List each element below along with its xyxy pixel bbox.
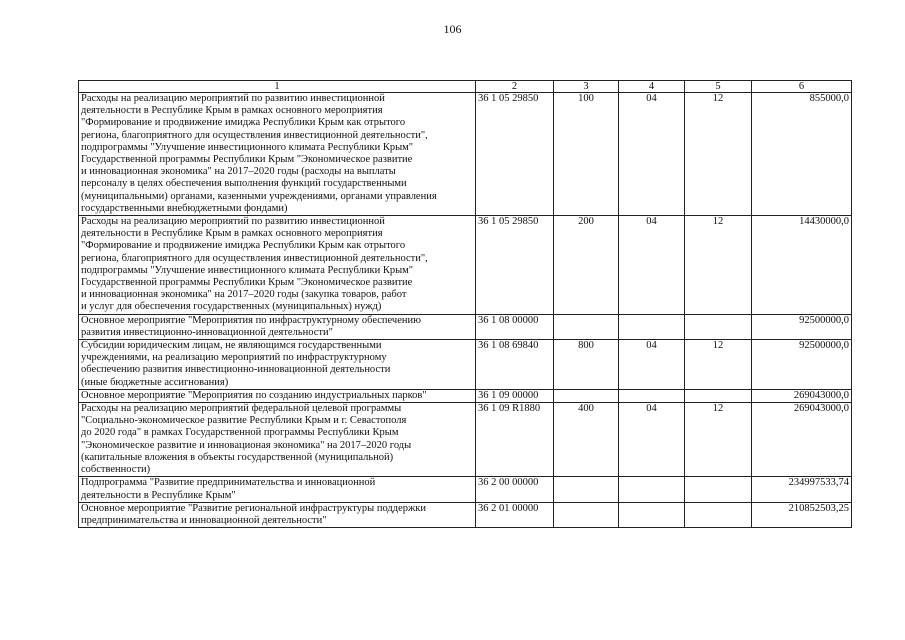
description-line: подпрограммы "Улучшение инвестиционного климата Республики Крым" xyxy=(81,141,414,153)
description-line: Субсидии юридическим лицам, не являющимся государственными xyxy=(81,340,382,352)
description-line: учреждениями, на реализацию мероприятий по инфраструктурному xyxy=(81,352,387,364)
target-article-code-cell: 36 1 08 69840 xyxy=(476,340,554,390)
table-row xyxy=(79,403,852,477)
expense-type-cell xyxy=(554,389,619,402)
table-row xyxy=(79,314,852,339)
page-number: 106 xyxy=(443,22,462,36)
description-line: Основное мероприятие "Мероприятия по инфраструктурному обеспечению xyxy=(81,314,421,326)
header-row xyxy=(79,81,852,93)
description-line: предпринимательства и инновационной деятельности" xyxy=(81,514,327,526)
subsection-cell xyxy=(685,477,752,502)
description-line: деятельности в Республике Крым в рамках основного мероприятия xyxy=(81,228,383,240)
expense-type-cell: 200 xyxy=(554,216,619,315)
table-body xyxy=(79,93,852,528)
expense-type-cell xyxy=(554,477,619,502)
description-line: Расходы на реализацию мероприятий федеральной целевой программы xyxy=(81,403,402,415)
amount-cell: 269043000,0 xyxy=(752,389,852,402)
expense-type-cell: 800 xyxy=(554,340,619,390)
section-cell xyxy=(619,389,685,402)
description-line: Расходы на реализацию мероприятий по развитию инвестиционной xyxy=(81,93,385,104)
row-description xyxy=(79,216,476,315)
column-header-1: 1 xyxy=(79,81,476,93)
expense-type-cell xyxy=(554,314,619,339)
description-line: подпрограммы "Улучшение инвестиционного климата Республики Крым" xyxy=(81,264,414,276)
row-description xyxy=(79,93,476,216)
description-line: "Формирование и продвижение имиджа Республики Крым как отрытого xyxy=(81,117,406,129)
column-header-2: 2 xyxy=(476,81,554,93)
table-row xyxy=(79,389,852,402)
subsection-cell: 12 xyxy=(685,340,752,390)
table-row xyxy=(79,477,852,502)
description-line: Основное мероприятие "Мероприятия по созданию индустриальных парков" xyxy=(81,389,427,401)
description-line: (капитальные вложения в объекты государственной (муниципальной) xyxy=(81,451,394,463)
column-header-6: 6 xyxy=(752,81,852,93)
target-article-code-cell: 36 2 01 00000 xyxy=(476,502,554,527)
row-description xyxy=(79,502,476,527)
column-header-4: 4 xyxy=(619,81,685,93)
row-description xyxy=(79,314,476,339)
target-article-code-cell: 36 1 09 R1880 xyxy=(476,403,554,477)
expense-type-cell: 400 xyxy=(554,403,619,477)
amount-cell: 234997533,74 xyxy=(752,477,852,502)
section-cell: 04 xyxy=(619,93,685,216)
subsection-cell xyxy=(685,502,752,527)
description-line: региона, благоприятного для осуществления инвестиционной деятельности", xyxy=(81,252,428,264)
amount-cell: 210852503,25 xyxy=(752,502,852,527)
target-article-code-cell: 36 2 00 00000 xyxy=(476,477,554,502)
description-line: Расходы на реализацию мероприятий по развитию инвестиционной xyxy=(81,216,385,228)
table-row xyxy=(79,216,852,315)
row-description xyxy=(79,403,476,477)
description-line: и инновационная экономика" на 2017–2020 годы (закупка товаров, работ xyxy=(81,289,407,301)
section-cell: 04 xyxy=(619,216,685,315)
description-line: до 2020 года" в рамках Государственной программы Республики Крым xyxy=(81,427,399,439)
description-line: собственности) xyxy=(81,464,151,476)
description-line: (муниципальными) органами, казенными учреждениями, органами управления xyxy=(81,190,437,202)
expense-type-cell xyxy=(554,502,619,527)
amount-cell: 269043000,0 xyxy=(752,403,852,477)
amount-cell: 92500000,0 xyxy=(752,314,852,339)
section-cell: 04 xyxy=(619,340,685,390)
row-description xyxy=(79,477,476,502)
description-line: деятельности в Республике Крым в рамках основного мероприятия xyxy=(81,105,383,117)
description-line: Подпрограмма "Развитие предпринимательства и инновационной xyxy=(81,477,376,489)
section-cell: 04 xyxy=(619,403,685,477)
description-line: государственными внебюджетными фондами) xyxy=(81,202,288,214)
section-cell xyxy=(619,314,685,339)
target-article-code-cell: 36 1 09 00000 xyxy=(476,389,554,402)
column-header-3: 3 xyxy=(554,81,619,93)
table-row xyxy=(79,502,852,527)
description-line: обеспечению развития инвестиционно-инновационной деятельности xyxy=(81,364,391,376)
section-cell xyxy=(619,477,685,502)
description-line: развития инвестиционно-инновационной деятельности" xyxy=(81,326,333,338)
description-line: Государственной программы Республики Крым "Экономическое развитие xyxy=(81,154,413,166)
description-line: персоналу в целях обеспечения выполнения функций государственными xyxy=(81,178,407,190)
description-line: "Экономическое развитие и инновационая экономика" на 2017–2020 годы xyxy=(81,439,412,451)
description-line: (иные бюджетные ассигнования) xyxy=(81,376,229,388)
table-row xyxy=(79,340,852,390)
description-line: деятельности в Республике Крым" xyxy=(81,489,236,501)
table-row xyxy=(79,93,852,216)
description-line: "Формирование и продвижение имиджа Республики Крым как отрытого xyxy=(81,240,406,252)
description-line: Основное мероприятие "Развитие региональной инфраструктуры поддержки xyxy=(81,502,426,514)
subsection-cell: 12 xyxy=(685,93,752,216)
subsection-cell: 12 xyxy=(685,403,752,477)
subsection-cell xyxy=(685,389,752,402)
description-line: региона, благоприятного для осуществления инвестиционной деятельности", xyxy=(81,129,428,141)
column-header-5: 5 xyxy=(685,81,752,93)
row-description xyxy=(79,389,476,402)
budget-table xyxy=(78,80,852,528)
description-line: и инновационная экономика" на 2017–2020 годы (расходы на выплаты xyxy=(81,166,396,178)
subsection-cell: 12 xyxy=(685,216,752,315)
section-cell xyxy=(619,502,685,527)
amount-cell: 14430000,0 xyxy=(752,216,852,315)
description-line: и услуг для обеспечения государственных (муниципальных) нужд) xyxy=(81,301,382,313)
target-article-code-cell: 36 1 05 29850 xyxy=(476,93,554,216)
target-article-code-cell: 36 1 05 29850 xyxy=(476,216,554,315)
subsection-cell xyxy=(685,314,752,339)
description-line: Государственной программы Республики Крым "Экономическое развитие xyxy=(81,277,413,289)
expense-type-cell: 100 xyxy=(554,93,619,216)
row-description xyxy=(79,340,476,390)
target-article-code-cell: 36 1 08 00000 xyxy=(476,314,554,339)
description-line: "Социально-экономическое развитие Республики Крым и г. Севастополя xyxy=(81,415,407,427)
amount-cell: 92500000,0 xyxy=(752,340,852,390)
amount-cell: 855000,0 xyxy=(752,93,852,216)
